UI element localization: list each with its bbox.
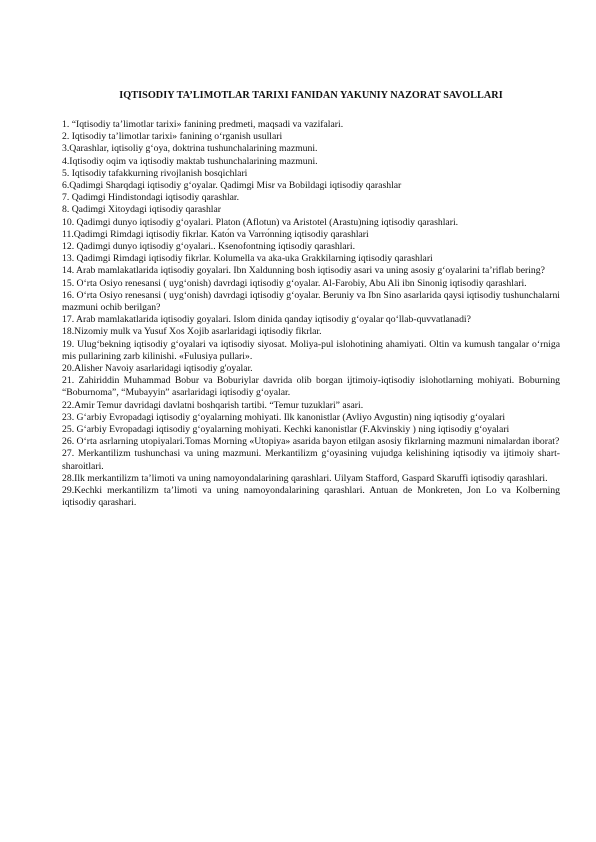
question-item: 8. Qadimgi Xitoydagi iqtisodiy qarashlar	[62, 204, 222, 216]
document-title: IQTISODIY TA’LIMOTLAR TARIXI FANIDAN YAKUNIY NAZORAT SAVOLLARI	[119, 90, 503, 101]
question-item: 7. Qadimgi Hindistondagi iqtisodiy qarashlar.	[62, 192, 240, 204]
question-item: 21. Zahiriddin Muhammad Bobur va Boburiylar davrida olib borgan ijtimoiy-iqtisodiy islohotlarning mohiyati. Boburning “Boburnoma”, “Mubayyin” asarlaridagi iqtisodiy g‘oyalar.	[62, 375, 560, 399]
question-item: 19. Ulug‘bekning iqtisodiy g‘oyalari va iqtisodiy siyosat. Moliya-pul islohotining ahamiyati. Oltin va kumush tangalar o‘rniga mis pullarining zarb kilinishi. «Fulusiya pullari».	[62, 338, 560, 362]
question-item: 11.Qadimgi Rimdagi iqtisodiy fikrlar. Katо́n va Varrо́nning iqtisodiy qarashlari	[62, 228, 369, 240]
question-item: 28.Ilk merkantilizm ta’limoti va uning namoyondalarining qarashlari. Uilyam Stafford, Gaspard Skaruffi iqtisodiy qarashlari.	[62, 472, 548, 484]
question-item: 1. “Iqtisodiy ta’limotlar tarixi» fanining predmeti, maqsadi va vazifalari.	[62, 119, 344, 130]
question-item: 16. O‘rta Osiyo renesansi ( uyg‘onish) davrdagi iqtisodiy g‘oyalar. Beruniy va Ibn Sino asarlarida qaysi iqtisodiy tushunchalarni mazmuni ochib berilgan?	[62, 289, 560, 314]
question-item: 2. Iqtisodiy ta’limotlar tarixi» fanining o‘rganish usullari	[62, 131, 283, 143]
question-item: 23. G‘arbiy Evropadagi iqtisodiy g‘oyalarning mohiyati. Ilk kanonistlar (Avliyo Avgustin) ning iqtisodiy g‘oyalari	[62, 411, 506, 423]
question-list	[62, 119, 560, 510]
question-item: 25. G‘arbiy Evropadagi iqtisodiy g‘oyalarning mohiyati. Kechki kanonistlar (F.Akvinskiy ) ning iqtisodiy g‘oyalari	[62, 424, 510, 436]
question-item: 3.Qarashlar, iqtisoliy g‘oya, doktrina tushunchalarining mazmuni.	[62, 143, 318, 155]
question-item: 27. Merkantilizm tushunchasi va uning mazmuni. Merkantilizm g‘oyasining vujudga kelishining iqtisodiy va ijtimoiy shart- sharoitlari.	[62, 448, 560, 472]
question-item: 5. Iqtisodiy tafakkurning rivojlanish bosqichlari	[62, 167, 248, 179]
question-item: 15. O‘rta Osiyo renesansi ( uyg‘onish) davrdagi iqtisodiy g‘oyalar. Al-Farobiy, Abu Ali ibn Sinonig iqtisodiy qarashlari.	[62, 277, 527, 289]
question-item: 20.Alisher Navoiy asarlaridagi iqtisodiy g'oyalar.	[62, 363, 253, 375]
question-item: 4.Iqtisodiy oqim va iqtisodiy maktab tushunchalarining mazmuni.	[62, 155, 318, 167]
question-item: 14. Arab mamlakatlarida iqtisodiy goyalari. Ibn Xaldunning bosh iqtisodiy asari va uning asosiy g‘oyalarini ta’riflab bering?	[62, 265, 545, 277]
question-item: 26. O‘rta asrlarning utopiyalari.Tomas Morning «Utopiya» asarida bayon etilgan asosiy fikrlarning mazmuni nimalardan iborat?	[62, 436, 560, 448]
question-item: 18.Nizomiy mulk va Yusuf Xos Xojib asarlaridagi iqtisodiy fikrlar.	[62, 326, 322, 338]
question-item: 17. Arab mamlakatlarida iqtisodiy goyalari. Islom dinida qanday iqtisodiy g‘oyalar qo‘llab-quvvatlanadi?	[62, 314, 471, 326]
question-item: 12. Qadimgi dunyo iqtisodiy g‘oyalari.. Ksenofontning iqtisodiy qarashlari.	[62, 241, 356, 253]
question-item: 29.Kechki merkantilizm ta’limoti va uning namoyondalarining qarashlari. Antuan de Monkreten, Jon Lo va Kolberning iqtisodiy qarashari.	[62, 485, 560, 509]
question-item: 6.Qadimgi Sharqdagi iqtisodiy g‘oyalar. Qadimgi Misr va Bobildagi iqtisodiy qarashlar	[62, 180, 402, 192]
question-item: 13. Qadimgi Rimdagi iqtisodiy fikrlar. Kolumella va aka-uka Grakkilarning iqtisodiy qarashlari	[62, 253, 433, 265]
question-item: 10. Qadimgi dunyo iqtisodiy g‘oyalari. Platon (Aflotun) va Aristotel (Arastu)ning iqtisodiy qarashlari.	[62, 216, 459, 228]
question-item: 22.Amir Temur davridagi davlatni boshqarish tartibi. “Temur tuzuklari” asari.	[62, 399, 364, 411]
